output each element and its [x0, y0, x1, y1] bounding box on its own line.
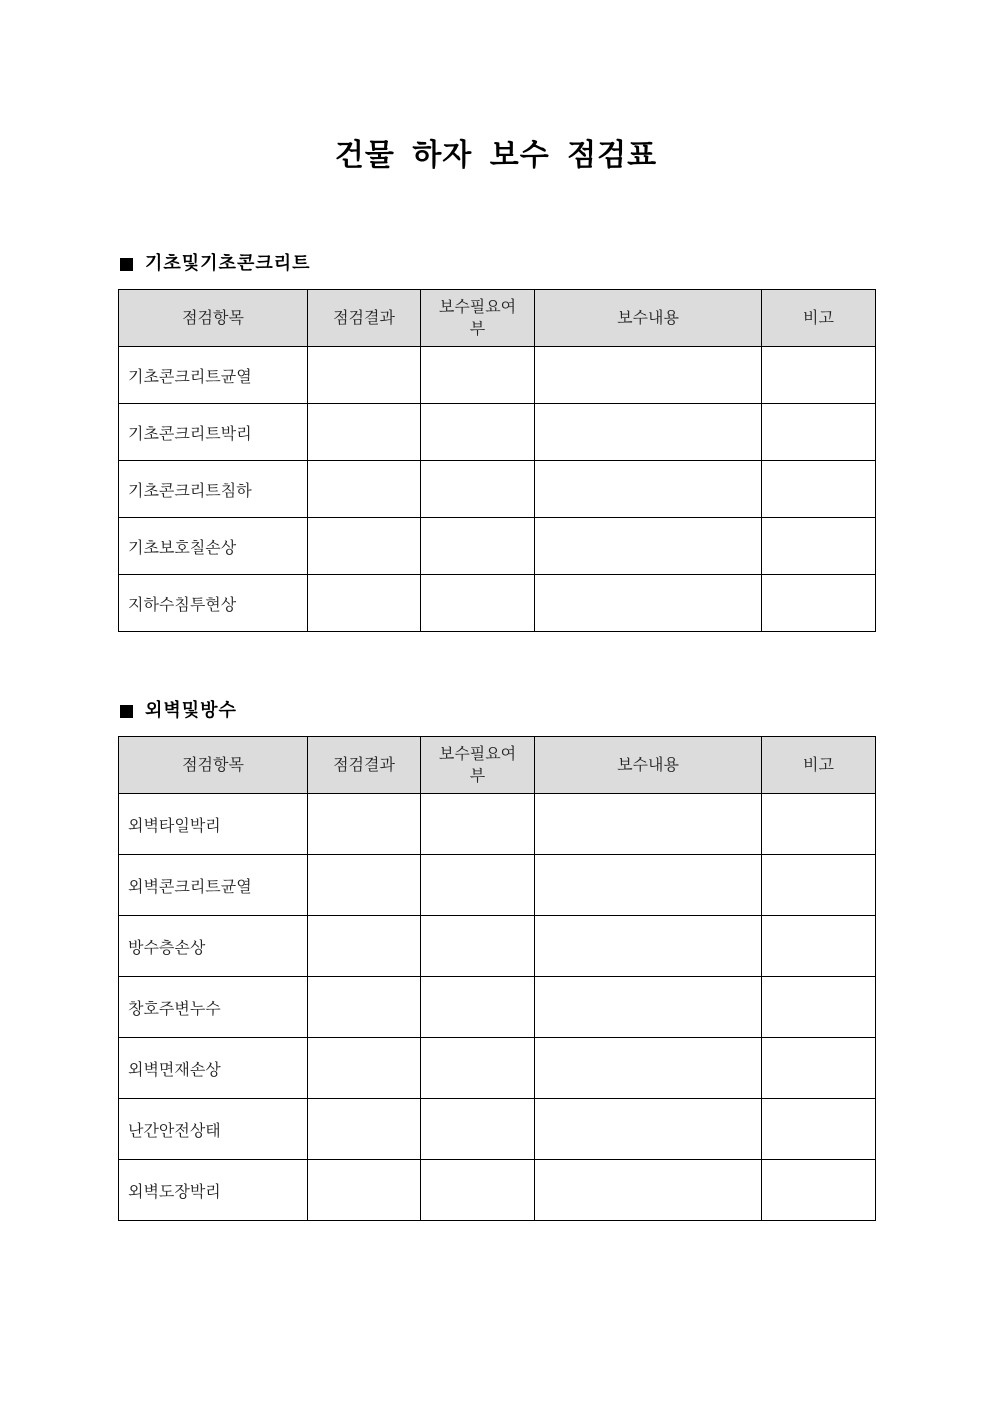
table-header-row: [119, 737, 876, 794]
repair-content-cell[interactable]: [535, 916, 762, 977]
table-row: [119, 977, 876, 1038]
repair-needed-cell[interactable]: [421, 347, 535, 404]
item-cell: 난간안전상태: [119, 1099, 308, 1160]
section-heading-text: 외벽및방수: [145, 700, 237, 721]
header-repair-needed-label: 보수필요여부: [438, 744, 517, 785]
table-row: [119, 404, 876, 461]
repair-needed-cell[interactable]: [421, 1160, 535, 1221]
result-cell[interactable]: [308, 916, 421, 977]
header-item: 점검항목: [119, 290, 308, 347]
remarks-cell[interactable]: [762, 518, 876, 575]
result-cell[interactable]: [308, 1099, 421, 1160]
result-cell[interactable]: [308, 461, 421, 518]
header-result: 점검결과: [308, 737, 421, 794]
exterior-inspection-table: [118, 736, 876, 1221]
repair-content-cell[interactable]: [535, 461, 762, 518]
repair-needed-cell[interactable]: [421, 518, 535, 575]
table-row: [119, 794, 876, 855]
result-cell[interactable]: [308, 1160, 421, 1221]
table-row: [119, 518, 876, 575]
header-repair-needed: [421, 290, 535, 347]
remarks-cell[interactable]: [762, 1160, 876, 1221]
header-remarks: 비고: [762, 290, 876, 347]
item-cell: 외벽타일박리: [119, 794, 308, 855]
section-heading-exterior: [118, 699, 237, 723]
remarks-cell[interactable]: [762, 855, 876, 916]
repair-content-cell[interactable]: [535, 1160, 762, 1221]
repair-content-cell[interactable]: [535, 347, 762, 404]
remarks-cell[interactable]: [762, 1038, 876, 1099]
repair-needed-cell[interactable]: [421, 404, 535, 461]
table-row: [119, 575, 876, 632]
table-row: [119, 1160, 876, 1221]
table-row: [119, 916, 876, 977]
repair-needed-cell[interactable]: [421, 575, 535, 632]
remarks-cell[interactable]: [762, 404, 876, 461]
remarks-cell[interactable]: [762, 575, 876, 632]
repair-content-cell[interactable]: [535, 794, 762, 855]
table-row: [119, 347, 876, 404]
remarks-cell[interactable]: [762, 461, 876, 518]
item-cell: 기초콘크리트박리: [119, 404, 308, 461]
header-repair-content: 보수내용: [535, 290, 762, 347]
header-remarks: 비고: [762, 737, 876, 794]
page-title: 건물 하자 보수 점검표: [334, 138, 658, 173]
header-repair-needed: [421, 737, 535, 794]
foundation-inspection-table: [118, 289, 876, 632]
table-row: [119, 1038, 876, 1099]
section-heading-text: 기초및기초콘크리트: [145, 253, 311, 274]
remarks-cell[interactable]: [762, 347, 876, 404]
repair-needed-cell[interactable]: [421, 1099, 535, 1160]
repair-content-cell[interactable]: [535, 1099, 762, 1160]
item-cell: 기초콘크리트균열: [119, 347, 308, 404]
repair-content-cell[interactable]: [535, 518, 762, 575]
item-cell: 방수층손상: [119, 916, 308, 977]
black-square-bullet-icon: [120, 705, 133, 718]
result-cell[interactable]: [308, 1038, 421, 1099]
repair-content-cell[interactable]: [535, 855, 762, 916]
repair-needed-cell[interactable]: [421, 855, 535, 916]
table-header-row: [119, 290, 876, 347]
item-cell: 기초보호칠손상: [119, 518, 308, 575]
remarks-cell[interactable]: [762, 1099, 876, 1160]
item-cell: 창호주변누수: [119, 977, 308, 1038]
result-cell[interactable]: [308, 855, 421, 916]
item-cell: 기초콘크리트침하: [119, 461, 308, 518]
table-row: [119, 1099, 876, 1160]
table-row: [119, 855, 876, 916]
result-cell[interactable]: [308, 794, 421, 855]
remarks-cell[interactable]: [762, 916, 876, 977]
result-cell[interactable]: [308, 347, 421, 404]
table-row: [119, 461, 876, 518]
header-repair-needed-label: 보수필요여부: [438, 297, 517, 338]
repair-content-cell[interactable]: [535, 1038, 762, 1099]
repair-content-cell[interactable]: [535, 977, 762, 1038]
section-heading-foundation: [118, 252, 311, 276]
result-cell[interactable]: [308, 404, 421, 461]
repair-content-cell[interactable]: [535, 575, 762, 632]
repair-needed-cell[interactable]: [421, 794, 535, 855]
item-cell: 외벽도장박리: [119, 1160, 308, 1221]
item-cell: 지하수침투현상: [119, 575, 308, 632]
result-cell[interactable]: [308, 977, 421, 1038]
header-repair-content: 보수내용: [535, 737, 762, 794]
repair-needed-cell[interactable]: [421, 977, 535, 1038]
item-cell: 외벽면재손상: [119, 1038, 308, 1099]
header-result: 점검결과: [308, 290, 421, 347]
result-cell[interactable]: [308, 575, 421, 632]
result-cell[interactable]: [308, 518, 421, 575]
item-cell: 외벽콘크리트균열: [119, 855, 308, 916]
repair-needed-cell[interactable]: [421, 1038, 535, 1099]
repair-needed-cell[interactable]: [421, 461, 535, 518]
header-item: 점검항목: [119, 737, 308, 794]
repair-needed-cell[interactable]: [421, 916, 535, 977]
remarks-cell[interactable]: [762, 977, 876, 1038]
repair-content-cell[interactable]: [535, 404, 762, 461]
black-square-bullet-icon: [120, 258, 133, 271]
remarks-cell[interactable]: [762, 794, 876, 855]
